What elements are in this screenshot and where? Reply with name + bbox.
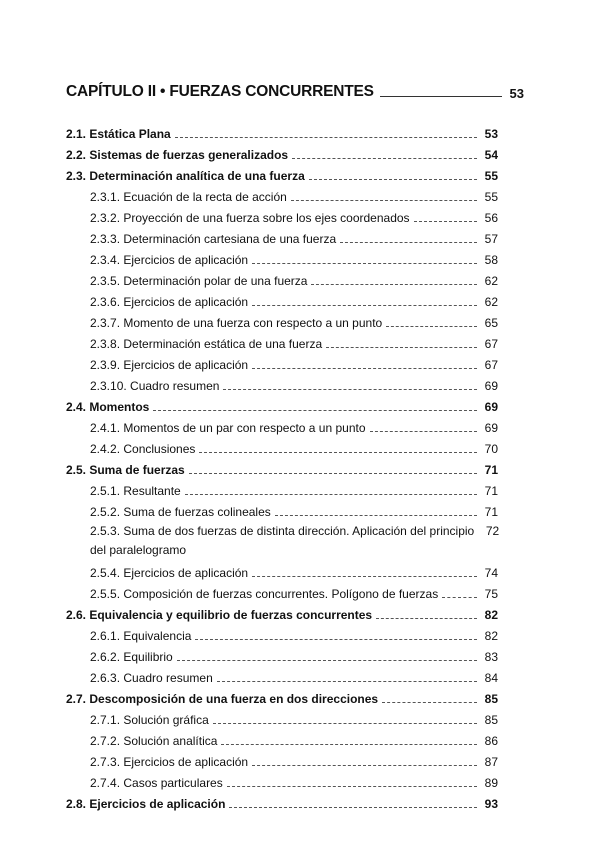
toc-entry-label: 2.3.9. Ejercicios de aplicación [90,358,249,372]
toc-page-number: 56 [484,211,498,225]
toc-entry-label: 2.3. Determinación analítica de una fuerza [66,169,305,183]
toc-leader-line [386,326,477,327]
toc-entry-label: 2.5.3. Suma de dos fuerzas de distinta dirección. Aplicación del principio [90,524,475,538]
toc-leader-line [414,221,477,222]
toc-leader-line [223,389,477,390]
toc-entry-label: 2.6. Equivalencia y equilibrio de fuerzas concurrentes [66,608,373,622]
toc-subsection-entry[interactable] [66,372,498,393]
toc-entry-label: 2.6.3. Cuadro resumen [90,671,213,685]
toc-entry-label: 2.7.2. Solución analítica [90,734,218,748]
toc-subsection-entry[interactable] [66,204,498,225]
toc-page-number: 69 [484,379,498,393]
toc-leader-line [291,200,477,201]
toc-page-number: 70 [484,442,498,456]
toc-page-number: 74 [484,566,498,580]
toc-entry-label: 2.3.5. Determinación polar de una fuerza [90,274,308,288]
toc-section-entry[interactable] [66,601,498,622]
toc-page-number: 67 [484,337,498,351]
toc-page-number: 62 [484,274,498,288]
toc-leader-line [185,494,477,495]
toc-subsection-entry[interactable] [66,706,498,727]
toc-subsection-entry[interactable] [66,664,498,685]
toc-entry-label: 2.5.5. Composición de fuerzas concurrentes. Polígono de fuerzas [90,587,439,601]
toc-entry-label: 2.3.4. Ejercicios de aplicación [90,253,249,267]
toc-leader-line [311,284,477,285]
toc-leader-line [340,242,477,243]
toc-entry-label: 2.5.2. Suma de fuerzas colineales [90,505,271,519]
toc-entry-label: 2.1. Estática Plana [66,127,171,141]
toc-section-entry[interactable] [66,141,498,162]
toc-page-number: 85 [484,713,498,727]
toc-entry-label: 2.3.3. Determinación cartesiana de una fuerza [90,232,337,246]
toc-leader-line [309,179,477,180]
toc-page-number: 55 [484,169,498,183]
toc-leader-line [189,473,477,474]
toc-entry-label: 2.5.1. Resultante [90,484,181,498]
toc-leader-line [199,452,477,453]
toc-page-number: 53 [484,127,498,141]
toc-page-number: 55 [484,190,498,204]
toc-entry-label: 2.4.2. Conclusiones [90,442,196,456]
toc-leader-line [252,305,477,306]
toc-leader-line [292,158,477,159]
toc-entry-label: 2.5.4. Ejercicios de aplicación [90,566,249,580]
toc-subsection-entry[interactable] [66,183,498,204]
toc-subsection-entry[interactable] [66,330,498,351]
toc-entry-label: 2.7.4. Casos particulares [90,776,223,790]
toc-subsection-entry[interactable] [66,288,498,309]
toc-leader-line [153,410,477,411]
toc-subsection-entry[interactable] [66,477,498,498]
toc-leader-line [376,618,477,619]
toc-page-number: 89 [484,776,498,790]
toc-page-number: 57 [484,232,498,246]
table-of-contents [66,120,498,811]
toc-section-entry[interactable] [66,790,498,811]
toc-entry-label: 2.3.10. Cuadro resumen [90,379,220,393]
toc-subsection-entry[interactable] [66,769,498,790]
toc-leader-line [221,744,477,745]
toc-subsection-entry[interactable] [66,727,498,748]
toc-entry-label: 2.4. Momentos [66,400,150,414]
toc-page-number: 86 [484,734,498,748]
toc-page-number: 65 [484,316,498,330]
toc-entry-label: 2.3.7. Momento de una fuerza con respecto a un punto [90,316,383,330]
toc-entry-label: 2.6.2. Equilibrio [90,650,173,664]
toc-subsection-entry[interactable] [66,519,498,559]
toc-leader-line [442,597,477,598]
toc-page-number: 87 [484,755,498,769]
toc-section-entry[interactable] [66,120,498,141]
toc-leader-line [252,765,477,766]
chapter-page-number: 53 [509,86,524,101]
toc-entry-label: 2.3.8. Determinación estática de una fuerza [90,337,323,351]
toc-entry-label: 2.7. Descomposición de una fuerza en dos direcciones [66,692,379,706]
toc-page-number: 58 [484,253,498,267]
toc-subsection-entry[interactable] [66,225,498,246]
toc-section-entry[interactable] [66,393,498,414]
toc-subsection-entry[interactable] [66,748,498,769]
toc-entry-label: 2.7.3. Ejercicios de aplicación [90,755,249,769]
toc-leader-line [227,786,477,787]
toc-leader-line [382,702,477,703]
toc-page-number: 71 [484,505,498,519]
toc-page-number: 71 [484,484,498,498]
toc-subsection-entry[interactable] [66,559,498,580]
toc-leader-line [229,807,477,808]
toc-page-number: 69 [484,421,498,435]
toc-subsection-entry[interactable] [66,414,498,435]
toc-subsection-entry[interactable] [66,643,498,664]
toc-entry-label: 2.8. Ejercicios de aplicación [66,797,226,811]
toc-subsection-entry[interactable] [66,622,498,643]
toc-subsection-entry[interactable] [66,580,498,601]
toc-leader-line [370,431,477,432]
toc-leader-line [213,723,477,724]
toc-page-number: 75 [484,587,498,601]
toc-section-entry[interactable] [66,456,498,477]
toc-section-entry[interactable] [66,162,498,183]
toc-entry-label: 2.2. Sistemas de fuerzas generalizados [66,148,289,162]
toc-leader-line [195,639,477,640]
toc-page-number: 82 [484,629,498,643]
toc-leader-line [177,660,477,661]
toc-entry-label: 2.5. Suma de fuerzas [66,463,185,477]
toc-page-number: 62 [484,295,498,309]
toc-page-number: 83 [484,650,498,664]
toc-entry-label: 2.6.1. Equivalencia [90,629,192,643]
toc-page-number: 82 [484,608,498,622]
toc-subsection-entry[interactable] [66,435,498,456]
toc-leader-line [252,576,477,577]
toc-page-number: 67 [484,358,498,372]
toc-page-number: 85 [484,692,498,706]
toc-page-number: 72 [485,524,500,538]
toc-subsection-entry[interactable] [66,267,498,288]
toc-page-number: 84 [484,671,498,685]
toc-page-number: 69 [484,400,498,414]
toc-subsection-entry[interactable] [66,351,498,372]
toc-entry-label: 2.3.1. Ecuación de la recta de acción [90,190,287,204]
toc-leader-line [275,515,477,516]
toc-entry-label: 2.4.1. Momentos de un par con respecto a un punto [90,421,366,435]
toc-page-number: 71 [484,463,498,477]
chapter-title: CAPÍTULO II • FUERZAS CONCURRENTES [66,83,374,100]
toc-subsection-entry[interactable] [66,309,498,330]
toc-entry-label-continued: del paralelogramo [90,543,187,557]
toc-page-number: 93 [484,797,498,811]
toc-page-number: 54 [484,148,498,162]
toc-entry-label: 2.7.1. Solución gráfica [90,713,209,727]
toc-leader-line [252,263,477,264]
toc-leader-line [175,137,477,138]
toc-section-entry[interactable] [66,685,498,706]
toc-subsection-entry[interactable] [66,246,498,267]
toc-entry-label: 2.3.2. Proyección de una fuerza sobre los ejes coordenados [90,211,410,225]
chapter-heading [66,79,524,101]
chapter-leader-line [380,96,502,97]
toc-leader-line [217,681,477,682]
toc-entry-label: 2.3.6. Ejercicios de aplicación [90,295,249,309]
toc-subsection-entry[interactable] [66,498,498,519]
toc-leader-line [326,347,477,348]
toc-leader-line [252,368,477,369]
